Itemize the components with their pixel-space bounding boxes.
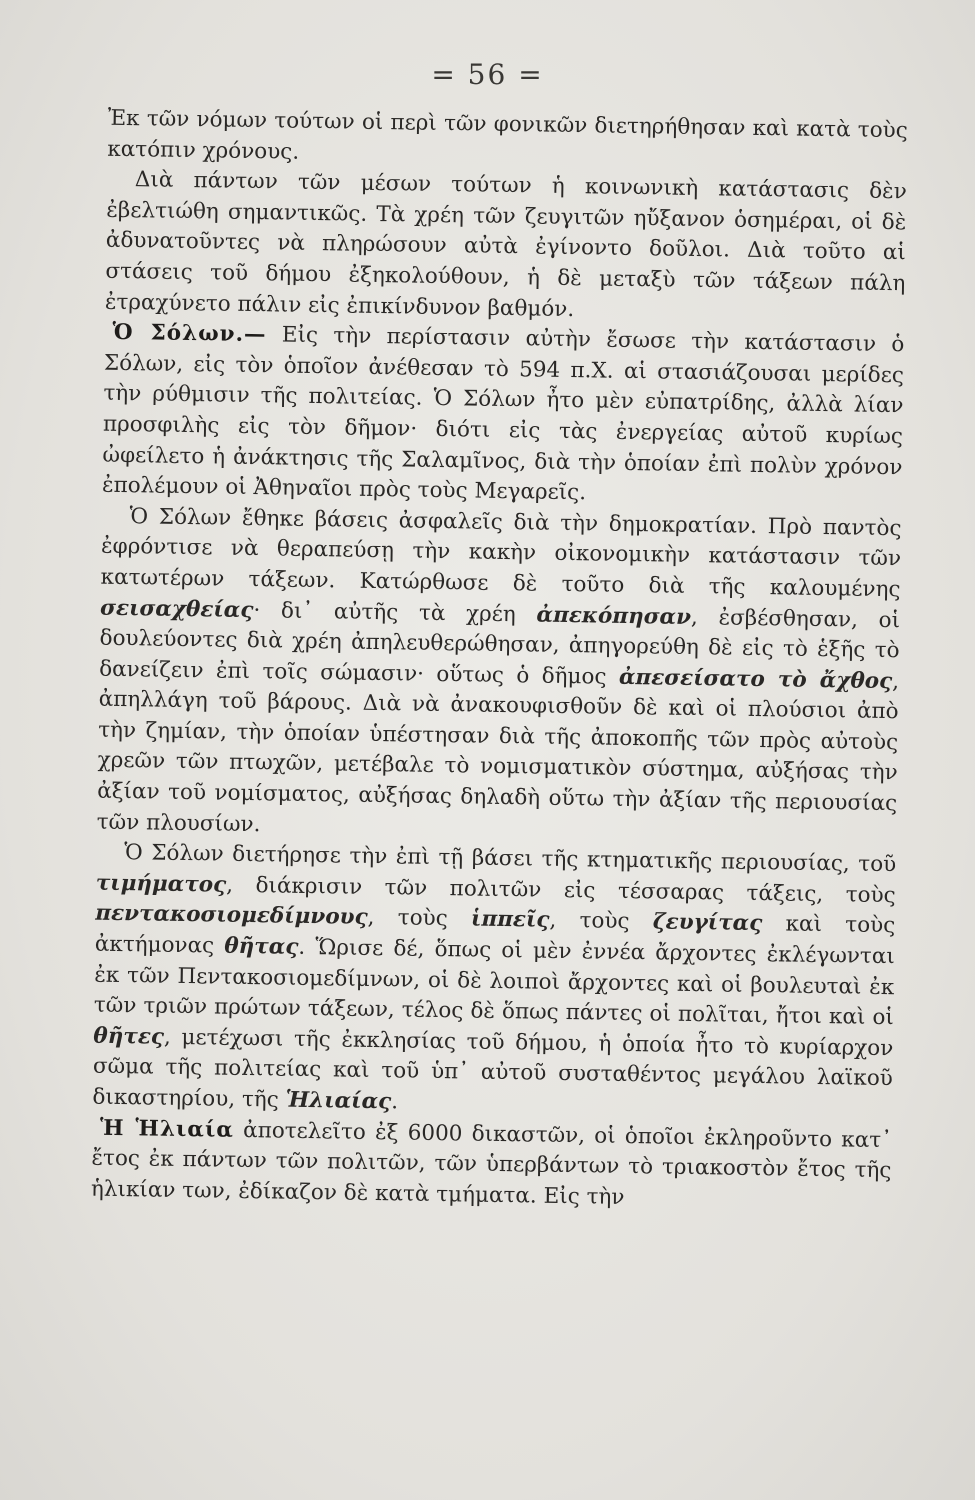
term-ippeis: ἱππεῖς	[470, 906, 550, 934]
paragraph-4-text-2: · δι᾿ αὐτῆς τὰ χρέη	[253, 597, 537, 628]
paragraph-5	[92, 838, 896, 1126]
paragraph-5-text-2: , διάκρισιν τῶν πολιτῶν εἰς τέσσαρας τάξεις, τοὺς	[226, 872, 896, 909]
term-thites: θῆτες	[93, 1023, 165, 1050]
term-zeugitas: ζευγίτας	[652, 909, 763, 937]
paragraph-4-text: Ὁ Σόλων ἔθηκε βάσεις ἀσφαλεῖς διὰ τὴν δημοκρατίαν. Πρὸ παντὸς ἐφρόντισε νὰ θεραπεύσῃ τὴν κακὴν οἰκονομικὴν κατάστασιν τῶν κατωτέρων τάξεων. Κατώρθωσε δὲ τοῦτο διὰ τῆς καλουμένης	[100, 503, 902, 603]
paragraph-heliaia-text: ἀποτελεῖτο ἐξ 6000 δικαστῶν, οἱ ὁποῖοι ἐκληροῦντο κατ᾿ ἔτος ἐκ πάντων τῶν πολιτῶν, τῶν ὑπερβάντων τὸ τριακοστὸν ἔτος τῆς ἡλικίαν των, ἐδίκαζον δὲ κατὰ τμήματα. Εἰς τὴν	[90, 1117, 893, 1210]
body-text	[91, 104, 908, 1218]
paragraph-solon	[102, 318, 905, 514]
term-thitas: θῆτας	[224, 933, 299, 960]
term-seisachtheia: σεισαχθείας	[99, 595, 254, 623]
term-pentakosiomedimnous: πεντακοσιομεδίμνους	[95, 901, 368, 931]
paragraph-5-text: Ὁ Σόλων διετήρησε τὴν ἐπὶ τῇ βάσει τῆς κτηματικῆς περιουσίας, τοῦ	[124, 840, 897, 878]
paragraph-5-text-5: καὶ τοὺς ἀκτήμονας	[94, 911, 896, 959]
page-number: = 56 =	[431, 58, 544, 91]
paragraph-5-text-7: , μετέχωσι τῆς ἐκκλησίας τοῦ δήμου, ἡ ὁποία ἦτο τὸ κυρίαρχον σῶμα τῆς πολιτείας καὶ τοῦ ὑπ᾿ αὐτοῦ συσταθέντος μεγάλου λαϊκοῦ δικαστηρίου, τῆς	[92, 1024, 894, 1113]
paragraph-4-text-4: , ἀπηλλάγη τοῦ βάρους. Διὰ νὰ ἀνακουφισθοῦν δὲ καὶ οἱ πλούσιοι ἀπὸ τὴν ζημίαν, τὴν ὁποίαν ὑπέστησαν διὰ τῆς ἀποκοπῆς τῶν πρὸς αὐτοὺς χρεῶν τῶν πτωχῶν, μετέβαλε τὸ νομισματικὸν σύστημα, αὐξήσας τὴν ἀξίαν τοῦ νομίσματος, αὐξήσας δηλαδὴ οὕτω τὴν ἀξίαν τῆς περιουσίας τῶν πλουσίων.	[96, 668, 900, 837]
paragraph-5-text-6: . Ὥρισε δέ, ὅπως οἱ μὲν ἐννέα ἄρχοντες ἐκλέγωνται ἐκ τῶν Πεντακοσιομεδίμνων, οἱ δὲ λοιποὶ ἄρχοντες καὶ οἱ βουλευταὶ ἐκ τῶν τριῶν πρώτων τάξεων, τέλος δὲ ὅπως πάντες οἱ πολῖται, ἤτοι καὶ οἱ	[93, 934, 895, 1031]
paragraph-5-text-8: .	[390, 1089, 399, 1115]
paragraph-heliaia	[91, 1113, 892, 1217]
paragraph-1-text: Ἐκ τῶν νόμων τούτων οἱ περὶ τῶν φονικῶν διετηρήθησαν καὶ κατὰ τοὺς κατόπιν χρόνους.	[107, 105, 908, 165]
paragraph-solon-text: Εἰς τὴν περίστασιν αὐτὴν ἔσωσε τὴν κατάστασιν ὁ Σόλων, εἰς τὸν ὁποῖον ἀνέθεσαν τὸ 594 π.Χ. αἱ στασιάζουσαι μερίδες τὴν ρύθμισιν τῆς πολιτείας. Ὁ Σόλων ἦτο μὲν εὐπατρίδης, ἀλλὰ λίαν προσφιλὴς εἰς τὸν δῆμον· διότι εἰς τὰς ἐνεργείας αὐτοῦ κυρίως ὠφείλετο ἡ ἀνάκτησις τῆς Σαλαμῖνος, διὰ τὴν ὁποίαν ἐπὶ πολὺν χρόνον ἐπολέμουν οἱ Ἀθηναῖοι πρὸς τοὺς Μεγαρεῖς.	[101, 322, 905, 506]
paragraph-2	[105, 165, 907, 331]
term-apeseisato: ἀπεσείσατο τὸ ἄχθος	[618, 664, 893, 694]
section-heading-heliaia: Ἡ Ἡλιαία	[99, 1115, 235, 1143]
term-apekopesan: ἀπεκόπησαν	[536, 602, 692, 630]
paragraph-5-text-3: , τοὺς	[367, 905, 472, 932]
section-heading-solon: Ὁ Σόλων.—	[112, 319, 267, 348]
paragraph-4	[97, 501, 902, 850]
paragraph-4-text-3: , ἐσβέσθησαν, οἱ δουλεύοντες διὰ χρέη ἀπηλευθερώθησαν, ἀπηγορεύθη δὲ εἰς τὸ ἑξῆς τὸ δανείζειν ἐπὶ τοῖς σώμασιν· οὕτως ὁ δῆμος	[98, 604, 901, 690]
paragraph-5-text-4: , τοὺς	[549, 908, 654, 935]
term-timimatos: τιμήματος	[95, 870, 227, 898]
paragraph-2-text: Διὰ πάντων τῶν μέσων τούτων ἡ κοινωνικὴ κατάστασις δὲν ἐβελτιώθη σημαντικῶς. Τὰ χρέη τῶν ζευγιτῶν ηὔξανον ὁσημέραι, οἱ δὲ ἀδυνατοῦντες νὰ πληρώσουν αὐτὰ ἐγίνοντο δοῦλοι. Διὰ τοῦτο αἱ στάσεις τοῦ δήμου ἐξηκολούθουν, ἡ δὲ μεταξὺ τῶν τάξεων πάλη ἐτραχύνετο πάλιν εἰς ἐπικίνδυνον βαθμόν.	[104, 167, 907, 322]
term-ilaias: Ἡλιαίας	[285, 1087, 392, 1115]
